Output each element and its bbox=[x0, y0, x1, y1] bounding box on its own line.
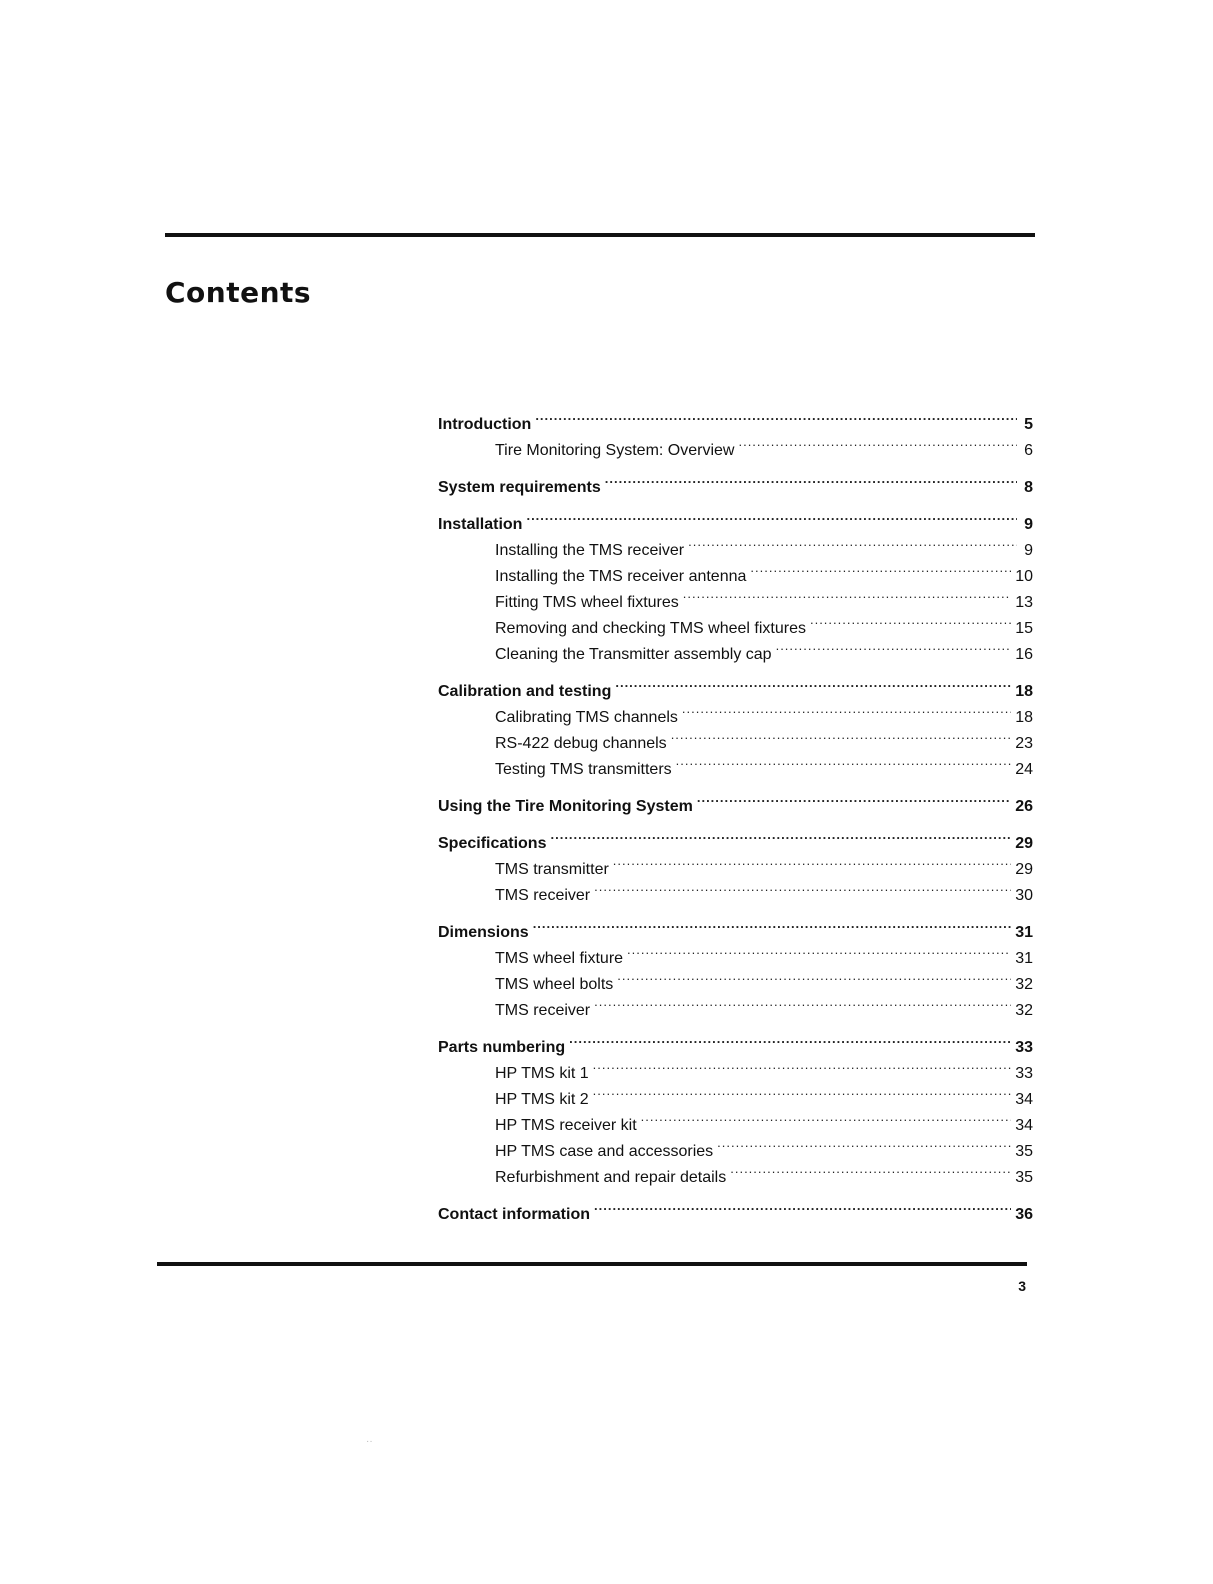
toc-subentry-page-number: 6 bbox=[1024, 442, 1033, 459]
toc-entry-label: System requirements bbox=[438, 479, 601, 496]
dot-leader bbox=[605, 466, 1017, 492]
toc-subentry-page-number: 23 bbox=[1015, 735, 1033, 752]
table-of-contents bbox=[438, 403, 1033, 1230]
dot-leader bbox=[776, 633, 1012, 659]
toc-subentry-label: TMS receiver bbox=[495, 887, 591, 904]
dot-leader bbox=[730, 1156, 1011, 1182]
dot-leader bbox=[671, 722, 1012, 748]
dot-leader bbox=[697, 785, 1011, 811]
dot-leader bbox=[750, 555, 1011, 581]
toc-entry[interactable] bbox=[438, 1026, 1033, 1056]
toc-subentry-label: Calibrating TMS channels bbox=[495, 709, 678, 726]
toc-entry-page-number: 31 bbox=[1015, 924, 1033, 941]
toc-subentry-label: Installing the TMS receiver antenna bbox=[495, 568, 747, 585]
dot-leader bbox=[688, 529, 1017, 555]
toc-subentry-page-number: 32 bbox=[1015, 976, 1033, 993]
page-title: Contents bbox=[165, 276, 312, 309]
toc-subentry-page-number: 30 bbox=[1015, 887, 1033, 904]
top-rule bbox=[165, 233, 1035, 237]
toc-subentry-label: TMS wheel fixture bbox=[495, 950, 624, 967]
toc-section bbox=[438, 1026, 1033, 1186]
toc-entry[interactable] bbox=[438, 911, 1033, 941]
toc-entry-page-number: 29 bbox=[1015, 835, 1033, 852]
toc-subentry-label: Refurbishment and repair details bbox=[495, 1169, 727, 1186]
toc-subentry-page-number: 32 bbox=[1015, 1002, 1033, 1019]
toc-entry-label: Introduction bbox=[438, 416, 532, 433]
dot-leader bbox=[641, 1104, 1012, 1130]
toc-entry-page-number: 26 bbox=[1015, 798, 1033, 815]
toc-subentry-page-number: 34 bbox=[1015, 1091, 1033, 1108]
dot-leader bbox=[594, 1193, 1011, 1219]
toc-subentry-page-number: 18 bbox=[1015, 709, 1033, 726]
toc-subentry-page-number: 35 bbox=[1015, 1143, 1033, 1160]
toc-entry[interactable] bbox=[438, 503, 1033, 533]
toc-subentry-page-number: 35 bbox=[1015, 1169, 1033, 1186]
dot-leader bbox=[613, 848, 1011, 874]
toc-subentry-label: Removing and checking TMS wheel fixtures bbox=[495, 620, 806, 637]
dot-leader bbox=[594, 874, 1011, 900]
toc-subentry-label: Fitting TMS wheel fixtures bbox=[495, 594, 679, 611]
dot-leader bbox=[533, 911, 1012, 937]
dot-leader bbox=[593, 1078, 1012, 1104]
toc-subentry-label: HP TMS case and accessories bbox=[495, 1143, 714, 1160]
toc-subentry-label: RS-422 debug channels bbox=[495, 735, 667, 752]
dot-leader bbox=[683, 581, 1011, 607]
toc-entry[interactable] bbox=[438, 403, 1033, 433]
toc-entry[interactable] bbox=[438, 822, 1033, 852]
dot-leader bbox=[717, 1130, 1011, 1156]
toc-section bbox=[438, 911, 1033, 1019]
toc-subentry-page-number: 33 bbox=[1015, 1065, 1033, 1082]
toc-section bbox=[438, 403, 1033, 459]
toc-entry-label: Parts numbering bbox=[438, 1039, 566, 1056]
toc-entry-page-number: 18 bbox=[1015, 683, 1033, 700]
dot-leader bbox=[594, 989, 1011, 1015]
toc-subentry-label: Tire Monitoring System: Overview bbox=[495, 442, 735, 459]
toc-entry-label: Using the Tire Monitoring System bbox=[438, 798, 693, 815]
dot-leader bbox=[676, 748, 1012, 774]
scan-speck: ·· bbox=[366, 1436, 373, 1447]
dot-leader bbox=[550, 822, 1011, 848]
toc-subentry-page-number: 10 bbox=[1015, 568, 1033, 585]
toc-section bbox=[438, 1193, 1033, 1223]
dot-leader bbox=[615, 670, 1011, 696]
toc-subentry-label: Installing the TMS receiver bbox=[495, 542, 685, 559]
toc-entry-page-number: 8 bbox=[1024, 479, 1033, 496]
toc-entry-label: Calibration and testing bbox=[438, 683, 612, 700]
toc-entry[interactable] bbox=[438, 785, 1033, 815]
toc-subentry-label: HP TMS kit 1 bbox=[495, 1065, 589, 1082]
toc-section bbox=[438, 785, 1033, 815]
toc-section bbox=[438, 822, 1033, 904]
toc-subentry-label: TMS receiver bbox=[495, 1002, 591, 1019]
dot-leader bbox=[682, 696, 1011, 722]
toc-section bbox=[438, 670, 1033, 778]
toc-subentry-label: HP TMS kit 2 bbox=[495, 1091, 589, 1108]
toc-subentry-page-number: 24 bbox=[1015, 761, 1033, 778]
toc-subentry-label: HP TMS receiver kit bbox=[495, 1117, 637, 1134]
toc-entry-page-number: 9 bbox=[1024, 516, 1033, 533]
toc-subentry-label: Testing TMS transmitters bbox=[495, 761, 672, 778]
toc-subentry-page-number: 15 bbox=[1015, 620, 1033, 637]
toc-entry-page-number: 5 bbox=[1024, 416, 1033, 433]
dot-leader bbox=[535, 403, 1017, 429]
dot-leader bbox=[627, 937, 1011, 963]
toc-entry-page-number: 33 bbox=[1015, 1039, 1033, 1056]
toc-subentry-page-number: 16 bbox=[1015, 646, 1033, 663]
toc-entry-label: Dimensions bbox=[438, 924, 529, 941]
toc-subentry-page-number: 34 bbox=[1015, 1117, 1033, 1134]
toc-entry[interactable] bbox=[438, 1193, 1033, 1223]
toc-subentry-label: TMS wheel bolts bbox=[495, 976, 614, 993]
toc-entry-label: Installation bbox=[438, 516, 523, 533]
dot-leader bbox=[810, 607, 1011, 633]
dot-leader bbox=[526, 503, 1017, 529]
toc-entry[interactable] bbox=[438, 466, 1033, 496]
toc-subentry-page-number: 13 bbox=[1015, 594, 1033, 611]
toc-section bbox=[438, 503, 1033, 663]
toc-subentry-label: Cleaning the Transmitter assembly cap bbox=[495, 646, 772, 663]
toc-subentry-page-number: 29 bbox=[1015, 861, 1033, 878]
bottom-rule bbox=[157, 1262, 1027, 1266]
dot-leader bbox=[593, 1052, 1012, 1078]
dot-leader bbox=[617, 963, 1011, 989]
toc-subentry-page-number: 9 bbox=[1024, 542, 1033, 559]
dot-leader bbox=[569, 1026, 1011, 1052]
toc-entry-page-number: 36 bbox=[1015, 1206, 1033, 1223]
toc-entry-label: Contact information bbox=[438, 1206, 590, 1223]
toc-entry[interactable] bbox=[438, 670, 1033, 700]
toc-subentry-label: TMS transmitter bbox=[495, 861, 609, 878]
toc-entry-label: Specifications bbox=[438, 835, 547, 852]
toc-subentry[interactable] bbox=[438, 529, 1033, 559]
toc-section bbox=[438, 466, 1033, 496]
toc-subentry-page-number: 31 bbox=[1015, 950, 1033, 967]
page-number: 3 bbox=[1018, 1278, 1026, 1294]
dot-leader bbox=[738, 429, 1017, 455]
